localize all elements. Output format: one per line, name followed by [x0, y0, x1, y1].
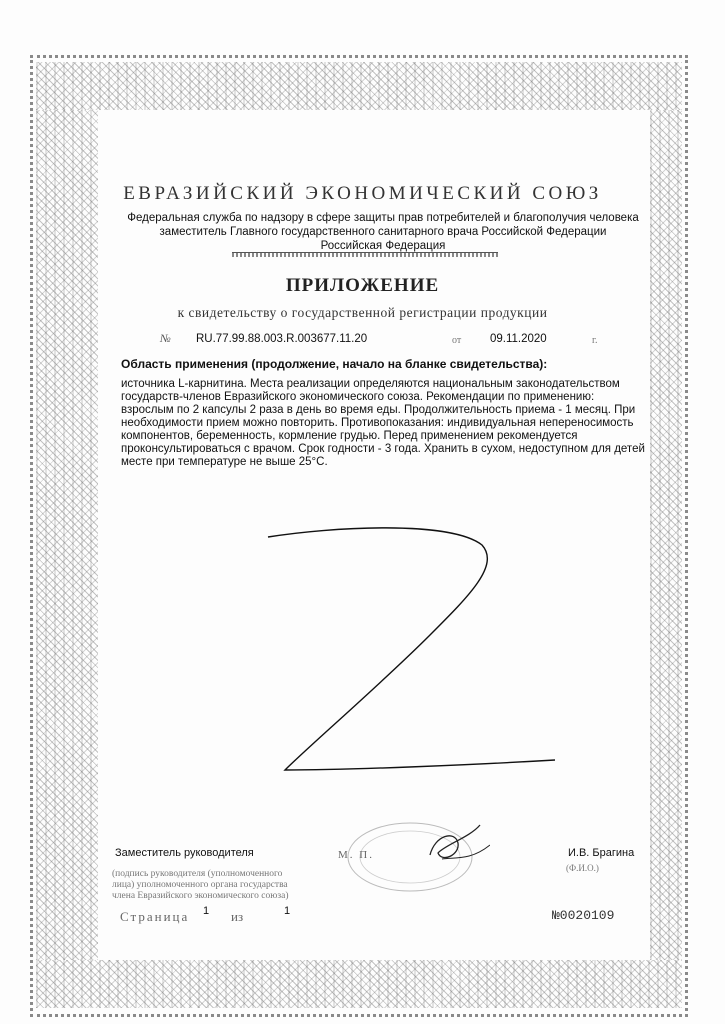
signature-caption-line: члена Евразийского экономического союза): [112, 891, 289, 901]
scope-heading: Область применения (продолжение, начало на бланке свидетельства):: [121, 357, 548, 371]
page-total: 1: [284, 905, 291, 917]
page-current: 1: [203, 905, 210, 917]
guilloche-band-right: [650, 110, 682, 960]
signature-caption-line: лица) уполномоченного органа государства: [112, 880, 288, 890]
scope-line: взрослым по 2 капсулы 2 раза в день во время еды. Продолжительность приема - 1 месяц. При: [121, 404, 636, 416]
number-label: №: [160, 333, 171, 345]
scope-line: государств-членов Евразийского экономического союза. Рекомендации по применению:: [121, 391, 595, 403]
date-from-label: от: [452, 335, 462, 346]
guilloche-band-left: [36, 110, 98, 960]
name-caption: (Ф.И.О.): [566, 863, 599, 873]
scope-line: источника L-карнитина. Места реализации определяются национальным законодательством: [121, 378, 620, 390]
agency-line: Федеральная служба по надзору в сфере защиты прав потребителей и благополучия человека: [127, 212, 639, 224]
signer-position: Заместитель руководителя: [115, 847, 254, 859]
union-title: ЕВРАЗИЙСКИЙ ЭКОНОМИЧЕСКИЙ СОЮЗ: [123, 183, 602, 204]
scope-line: месте при температуре не выше 25°С.: [121, 456, 328, 468]
page-of-label: из: [231, 909, 244, 924]
blank-space-z-mark: [250, 515, 570, 790]
agency-line: заместитель Главного государственного санитарного врача Российской Федерации: [159, 226, 607, 238]
year-mark: г.: [592, 335, 598, 346]
document-title: ПРИЛОЖЕНИЕ: [285, 275, 440, 296]
guilloche-band-bottom: [36, 960, 682, 1008]
document-subtitle: к свидетельству о государственной регистрации продукции: [177, 305, 548, 320]
page-label: Страница: [120, 909, 190, 924]
agency-line: Российская Федерация: [320, 240, 446, 252]
registration-number: RU.77.99.88.003.R.003677.11.20: [196, 333, 368, 345]
fine-print-rule: [232, 252, 498, 257]
signature-caption-line: (подпись руководителя (уполномоченного: [112, 869, 283, 879]
scope-line: необходимости прием можно повторить. Противопоказания: индивидуальная непереносимость: [121, 417, 634, 429]
guilloche-band-top: [36, 62, 682, 110]
scope-line: проконсультироваться с врачом. Срок годности - 3 года. Хранить в сухом, недоступном для детей: [121, 443, 645, 455]
signer-name: И.В. Брагина: [568, 847, 635, 859]
scope-line: компонентов, беременность, кормление грудью. Перед применением рекомендуется: [121, 430, 578, 442]
stamp-place-mark: М. П.: [338, 849, 374, 861]
form-serial-number: №0020109: [552, 908, 615, 923]
registration-date: 09.11.2020: [490, 333, 547, 345]
